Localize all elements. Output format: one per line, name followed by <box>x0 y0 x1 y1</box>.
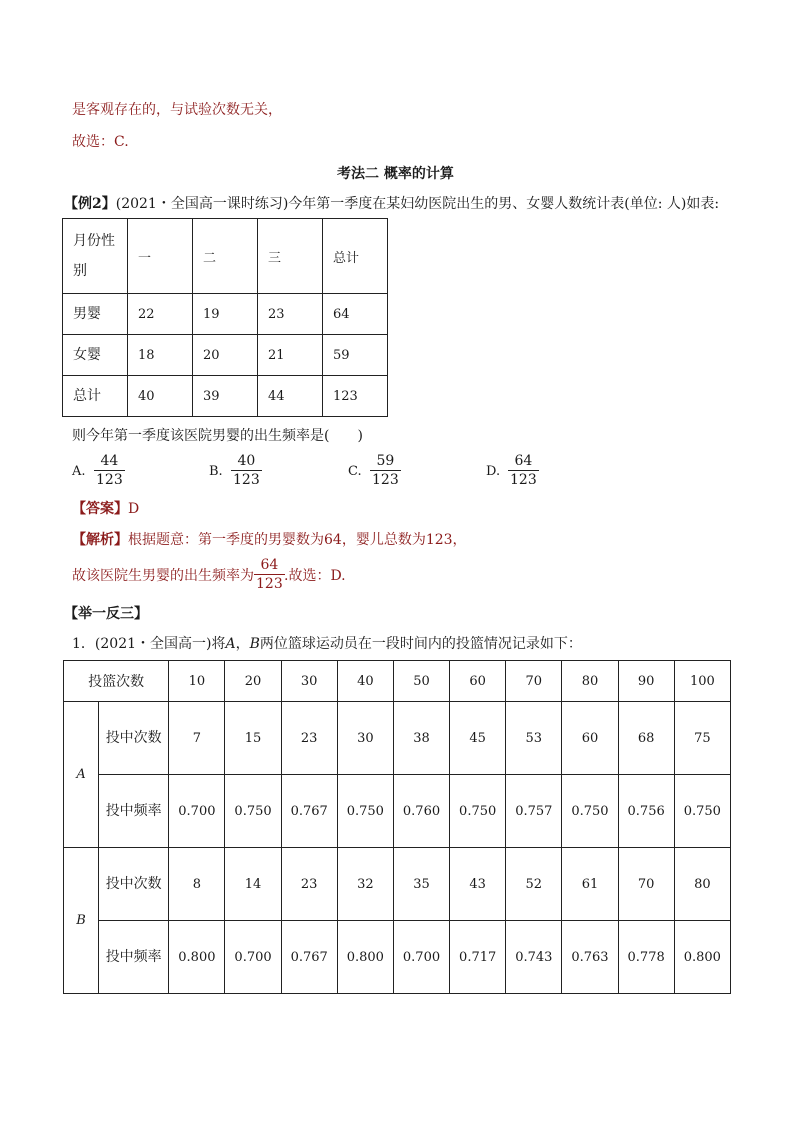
practice-title: 【举一反三】 <box>64 606 148 622</box>
fraction-denominator: 123 <box>510 472 537 488</box>
table-cell: 0.750 <box>562 775 618 848</box>
table-cell: 22 <box>128 294 193 335</box>
table-cell: 23 <box>281 848 337 921</box>
option-c-fraction <box>370 452 401 489</box>
option-d-fraction <box>508 452 539 489</box>
player-a-label: A <box>64 702 99 848</box>
table-cell: 39 <box>193 376 258 417</box>
shooting-table <box>63 660 731 994</box>
table-cell: 23 <box>258 294 323 335</box>
table-cell: 68 <box>618 702 674 775</box>
problem-source: (2021・全国高一)将 <box>94 636 226 652</box>
fraction-numerator: 44 <box>100 453 119 469</box>
table-cell: 0.763 <box>562 921 618 994</box>
table-header-cell: 90 <box>618 661 674 702</box>
table-header-cell: 三 <box>258 219 323 294</box>
problem-number: 1． <box>72 636 95 652</box>
table-cell: 女婴 <box>63 335 128 376</box>
table-header-row <box>64 661 731 702</box>
table-row <box>63 294 388 335</box>
table-cell: 32 <box>337 848 393 921</box>
table-row <box>64 775 731 848</box>
table-cell: 20 <box>193 335 258 376</box>
table-header-cell: 30 <box>281 661 337 702</box>
table-cell: 75 <box>674 702 730 775</box>
analysis-line-2-post: .故选：D. <box>284 568 346 584</box>
hits-label: 投中次数 <box>99 848 169 921</box>
table-cell: 23 <box>281 702 337 775</box>
table-header-cell: 40 <box>337 661 393 702</box>
table-cell: 44 <box>258 376 323 417</box>
birth-table <box>62 218 388 417</box>
analysis-tag: 【解析】 <box>72 532 128 548</box>
question-text: 则今年第一季度该医院男婴的出生频率是( ) <box>72 428 363 444</box>
table-cell: 8 <box>169 848 225 921</box>
table-cell: 0.760 <box>393 775 449 848</box>
table-cell: 0.757 <box>506 775 562 848</box>
table-header-cell: 月份性别 <box>63 219 128 294</box>
table-cell: 59 <box>323 335 388 376</box>
separator: ， <box>235 636 250 652</box>
table-cell: 53 <box>506 702 562 775</box>
option-c-label: C. <box>348 464 362 479</box>
table-cell: 0.700 <box>393 921 449 994</box>
table-cell: 0.756 <box>618 775 674 848</box>
table-cell: 38 <box>393 702 449 775</box>
continuation-text: 是客观存在的，与试验次数无关， <box>72 102 282 118</box>
table-cell: 0.750 <box>225 775 281 848</box>
table-row <box>64 921 731 994</box>
table-cell: 60 <box>562 702 618 775</box>
answer-choice-line: 故选：C. <box>72 134 129 150</box>
table-row <box>63 335 388 376</box>
table-cell: 52 <box>506 848 562 921</box>
answer-tag: 【答案】 <box>72 501 128 517</box>
table-header-cell: 100 <box>674 661 730 702</box>
hits-label: 投中次数 <box>99 702 169 775</box>
freq-label: 投中频率 <box>99 775 169 848</box>
table-header-cell: 60 <box>450 661 506 702</box>
player-b-ref: B <box>249 636 260 652</box>
analysis-line-2-pre: 故该医院生男婴的出生频率为 <box>72 568 254 584</box>
fraction-numerator: 64 <box>260 557 279 573</box>
table-cell: 80 <box>674 848 730 921</box>
example-tag: 【例2】 <box>64 196 116 212</box>
problem-1-text <box>72 634 582 654</box>
analysis-fraction <box>254 556 285 593</box>
table-row <box>64 848 731 921</box>
fraction-numerator: 40 <box>237 453 256 469</box>
table-cell: 21 <box>258 335 323 376</box>
fraction-denominator: 123 <box>372 472 399 488</box>
fraction-denominator: 123 <box>233 472 260 488</box>
table-cell: 70 <box>618 848 674 921</box>
section-title: 考法二 概率的计算 <box>337 166 454 182</box>
example-text: (2021・全国高一课时练习)今年第一季度在某妇幼医院出生的男、女婴人数统计表(单位: 人)如表: <box>115 196 720 212</box>
freq-label: 投中频率 <box>99 921 169 994</box>
analysis-line <box>72 530 467 550</box>
option-a-label: A. <box>72 464 86 479</box>
table-header-cell: 二 <box>193 219 258 294</box>
fraction-numerator: 59 <box>376 453 395 469</box>
table-cell: 18 <box>128 335 193 376</box>
answer-value: D <box>128 501 140 517</box>
table-cell: 总计 <box>63 376 128 417</box>
fraction-denominator: 123 <box>256 576 283 592</box>
table-cell: 64 <box>323 294 388 335</box>
table-cell: 45 <box>450 702 506 775</box>
table-header-cell: 70 <box>506 661 562 702</box>
table-cell: 0.767 <box>281 921 337 994</box>
table-cell: 40 <box>128 376 193 417</box>
table-cell: 43 <box>450 848 506 921</box>
table-cell: 0.800 <box>674 921 730 994</box>
problem-rest: 两位篮球运动员在一段时间内的投篮情况记录如下： <box>259 636 582 652</box>
player-a-ref: A <box>225 636 236 652</box>
table-cell: 0.778 <box>618 921 674 994</box>
table-header-row <box>63 219 388 294</box>
table-cell: 0.800 <box>337 921 393 994</box>
table-cell: 0.743 <box>506 921 562 994</box>
table-header-cell: 总计 <box>323 219 388 294</box>
fraction-denominator: 123 <box>96 472 123 488</box>
fraction-numerator: 64 <box>514 453 533 469</box>
table-cell: 19 <box>193 294 258 335</box>
table-cell: 61 <box>562 848 618 921</box>
answer-line <box>72 499 139 519</box>
analysis-text: 根据题意：第一季度的男婴数为64，婴儿总数为123， <box>128 532 467 548</box>
table-row <box>63 376 388 417</box>
option-a-fraction <box>94 452 125 489</box>
table-cell: 0.750 <box>674 775 730 848</box>
option-b-fraction <box>231 452 262 489</box>
table-header-cell: 50 <box>393 661 449 702</box>
table-cell: 30 <box>337 702 393 775</box>
table-cell: 123 <box>323 376 388 417</box>
table-header-cell: 10 <box>169 661 225 702</box>
shots-label: 投篮次数 <box>64 661 169 702</box>
table-cell: 15 <box>225 702 281 775</box>
table-cell: 男婴 <box>63 294 128 335</box>
table-cell: 0.750 <box>337 775 393 848</box>
table-header-cell: 80 <box>562 661 618 702</box>
table-cell: 0.750 <box>450 775 506 848</box>
player-b-label: B <box>64 848 99 994</box>
table-header-cell: 20 <box>225 661 281 702</box>
table-cell: 0.767 <box>281 775 337 848</box>
table-cell: 7 <box>169 702 225 775</box>
table-cell: 35 <box>393 848 449 921</box>
example-line <box>64 194 719 214</box>
table-cell: 0.700 <box>169 775 225 848</box>
option-d-label: D. <box>486 464 501 479</box>
table-cell: 14 <box>225 848 281 921</box>
option-b-label: B. <box>209 464 223 479</box>
table-row <box>64 702 731 775</box>
table-cell: 0.717 <box>450 921 506 994</box>
table-cell: 0.700 <box>225 921 281 994</box>
table-header-cell: 一 <box>128 219 193 294</box>
table-cell: 0.800 <box>169 921 225 994</box>
